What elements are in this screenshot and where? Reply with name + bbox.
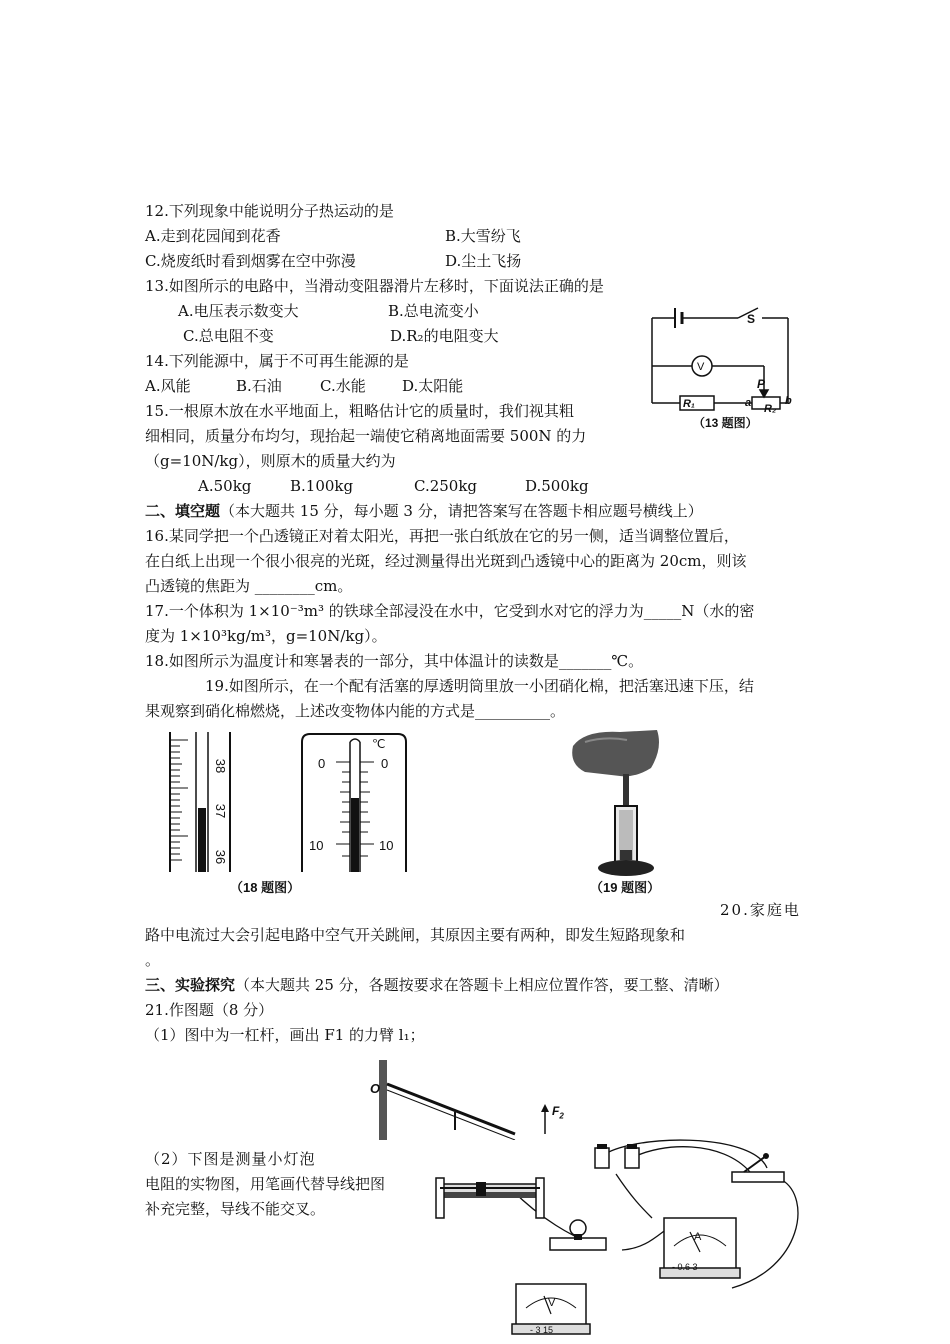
section-2-heading xyxy=(145,500,703,522)
lever-force-subscript: 2 xyxy=(559,1111,564,1121)
room-thermometer-zero-left: 0 xyxy=(318,756,326,771)
q19-line-1: 19.如图所示，在一个配有活塞的厚透明筒里放一小团硝化棉，把活塞迅速下压，结 xyxy=(205,677,754,695)
section-2-note: （本大题共 15 分，每小题 3 分，请把答案写在答题卡相应题号横线上） xyxy=(220,502,703,520)
q21-part-2-line-3: 补充完整，导线不能交叉。 xyxy=(145,1200,326,1218)
voltmeter-label: V xyxy=(548,1297,556,1309)
q16-line-3: 凸透镜的焦距为 ________cm。 xyxy=(145,577,353,595)
lever-pivot-label: O xyxy=(370,1081,381,1096)
q13-option-a: A.电压表示数变大 xyxy=(178,302,299,320)
ammeter-label: A xyxy=(694,1231,702,1243)
q13-end-b-label: b xyxy=(785,395,792,407)
voltmeter-scale-labels: - 3 15 xyxy=(530,1325,554,1335)
q15-option-a: A.50kg xyxy=(198,477,252,495)
q15-line-2: 细相同，质量分布均匀，现抬起一端使它稍离地面需要 500N 的力 xyxy=(145,427,587,445)
room-thermometer-unit: ℃ xyxy=(372,737,386,751)
q18-figure-caption: （18 题图） xyxy=(230,880,301,895)
q17-line-1: 17.一个体积为 1×10⁻³m³ 的铁球全部浸没在水中，它受到水对它的浮力为_____N（水的密 xyxy=(145,602,755,620)
q12-option-a: A.走到花园闻到花香 xyxy=(145,227,281,245)
ammeter-scale-labels: - 0.6 3 xyxy=(672,1262,698,1272)
rheostat-apparatus xyxy=(436,1178,544,1218)
q12-option-c: C.烧废纸时看到烟雾在空中弥漫 xyxy=(145,252,356,270)
section-2-title: 二、填空题 xyxy=(145,502,221,520)
q21-part-2-line-2: 电阻的实物图，用笔画代替导线把图 xyxy=(145,1175,386,1193)
q13-switch-label: S xyxy=(747,312,756,326)
section-3-heading xyxy=(145,974,729,996)
piston-cylinder-figure xyxy=(565,728,665,878)
q15-line-1: 15.一根原木放在水平地面上，粗略估计它的质量时，我们视其粗 xyxy=(145,402,574,420)
lever-force-letter: F xyxy=(552,1104,560,1118)
q13-r1-label: R₁ xyxy=(683,398,695,410)
q14-option-d: D.太阳能 xyxy=(402,377,464,395)
section-3-title: 三、实验探究 xyxy=(145,976,236,994)
circuit-apparatus-figure xyxy=(432,1128,812,1342)
section-3-note: （本大题共 25 分，各题按要求在答题卡上相应位置作答，要工整、清晰） xyxy=(235,976,729,994)
q16-line-1: 16.某同学把一个凸透镜正对着太阳光，再把一张白纸放在它的另一侧，适当调整位置后， xyxy=(145,527,739,545)
q20-line-2: 路中电流过大会引起电路中空气开关跳闸，其原因主要有两种，即发生短路现象和 xyxy=(145,926,686,944)
q13-voltmeter-label: V xyxy=(697,361,705,373)
q21-stem: 21.作图题（8 分） xyxy=(145,1001,274,1019)
q12-stem: 12.下列现象中能说明分子热运动的是 xyxy=(145,202,394,220)
q14-option-a: A.风能 xyxy=(145,377,191,395)
q15-line-3: （g=10N/kg），则原木的质量大约为 xyxy=(145,452,396,470)
q15-option-d: D.500kg xyxy=(525,477,589,495)
q19-figure-caption: （19 题图） xyxy=(590,880,661,895)
q13-option-c: C.总电阻不变 xyxy=(183,327,274,345)
clinical-thermometer-figure xyxy=(168,732,248,872)
clinical-thermometer-tick-37: 37 xyxy=(213,803,229,819)
q12-option-d: D.尘土飞扬 xyxy=(445,252,522,270)
q15-option-c: C.250kg xyxy=(414,477,478,495)
q18-line-1: 18.如图所示为温度计和寒暑表的一部分，其中体温计的读数是_______℃。 xyxy=(145,652,644,670)
lever-force-label xyxy=(552,1100,564,1127)
battery-pair xyxy=(595,1144,639,1168)
room-thermometer-ten-left: 10 xyxy=(309,838,324,853)
q13-r2-label: R₂ xyxy=(764,403,777,415)
bulb-apparatus xyxy=(550,1220,606,1250)
q20-line-1: 20.家庭电 xyxy=(720,901,801,919)
q17-line-2: 度为 1×10³kg/m³，g=10N/kg）。 xyxy=(145,627,387,645)
room-thermometer-zero-right: 0 xyxy=(381,756,389,771)
q20-line-3: 。 xyxy=(145,951,161,969)
q12-option-b: B.大雪纷飞 xyxy=(445,227,521,245)
q14-option-b: B.石油 xyxy=(236,377,282,395)
q21-part-1: （1）图中为一杠杆，画出 F1 的力臂 l₁； xyxy=(145,1026,425,1044)
q14-stem: 14.下列能源中，属于不可再生能源的是 xyxy=(145,352,409,370)
q13-slider-label: P xyxy=(757,377,766,391)
q13-stem: 13.如图所示的电路中，当滑动变阻器滑片左移时，下面说法正确的是 xyxy=(145,277,604,295)
q19-line-2: 果观察到硝化棉燃烧，上述改变物体内能的方式是__________。 xyxy=(145,702,566,720)
q16-line-2: 在白纸上出现一个很小很亮的光斑，经过测量得出光斑到凸透镜中心的距离为 20cm，则该 xyxy=(145,552,747,570)
q21-part-2-line-1: （2）下图是测量小灯泡 xyxy=(145,1150,316,1168)
clinical-thermometer-tick-38: 38 xyxy=(213,758,229,774)
room-thermometer-ten-right: 10 xyxy=(379,838,394,853)
q13-figure-caption: （13 题图） xyxy=(693,416,758,430)
clinical-thermometer-tick-36: 36 xyxy=(213,849,229,865)
q15-option-b: B.100kg xyxy=(290,477,354,495)
q13-end-a-label: a xyxy=(745,397,752,409)
q13-option-d: D.R₂的电阻变大 xyxy=(390,327,499,345)
q14-option-c: C.水能 xyxy=(320,377,366,395)
q13-option-b: B.总电流变小 xyxy=(388,302,479,320)
